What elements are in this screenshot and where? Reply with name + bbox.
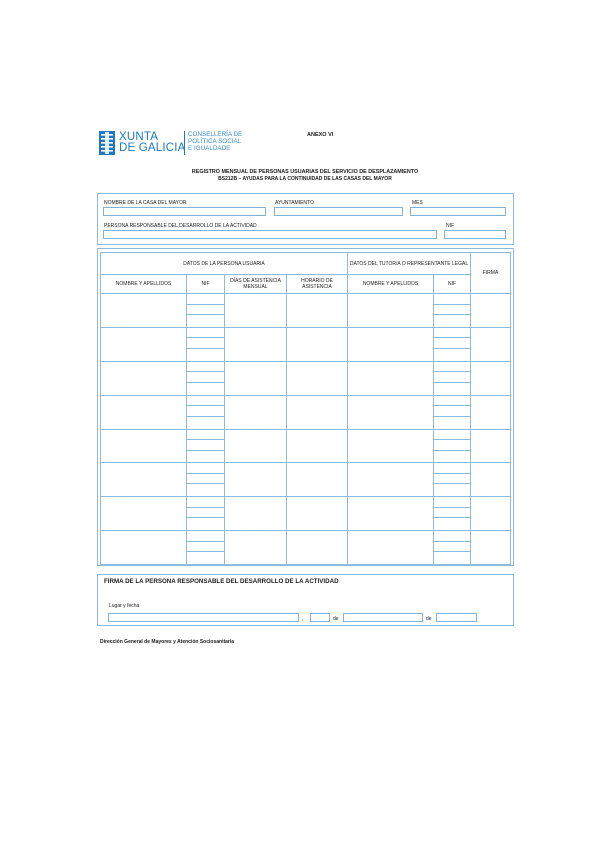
- logo-divider: [184, 131, 185, 155]
- row-nif-cell[interactable]: [187, 395, 225, 429]
- table-row: [101, 294, 511, 328]
- firma-header: FIRMA: [471, 253, 511, 294]
- nif-subline[interactable]: [434, 383, 470, 394]
- row-horario-cell[interactable]: [287, 497, 348, 531]
- nif-subline[interactable]: [434, 417, 470, 428]
- logo-line-1: XUNTA: [119, 131, 159, 143]
- nif-subline[interactable]: [434, 497, 470, 508]
- nif-subline[interactable]: [187, 474, 224, 485]
- nif-subline[interactable]: [187, 552, 224, 563]
- group-tutor-header: DATOS DEL TUTOR/A O REPRESENTANTE LEGAL: [348, 253, 471, 275]
- nif-subline[interactable]: [187, 440, 224, 451]
- row-tutor-nombre-cell[interactable]: [348, 531, 434, 565]
- row-nombre-cell[interactable]: [101, 395, 187, 429]
- nif-subline[interactable]: [187, 406, 224, 417]
- dept-line-2: POLÍTICA SOCIAL: [188, 138, 242, 145]
- nif-subline[interactable]: [187, 518, 224, 529]
- nif-subline[interactable]: [187, 451, 224, 462]
- nif-subline[interactable]: [434, 451, 470, 462]
- nif-subline[interactable]: [434, 474, 470, 485]
- place-date-label: Lugar y fecha: [109, 603, 140, 609]
- row-tutor-nombre-cell[interactable]: [348, 294, 434, 328]
- row-tutor-nombre-cell[interactable]: [348, 429, 434, 463]
- col-horario-header: HORARIO DE ASISTENCIA: [287, 275, 348, 294]
- nif-subline[interactable]: [434, 531, 470, 542]
- logo-line-2: DE GALICIA: [119, 142, 186, 154]
- de-label-1: de: [333, 616, 339, 622]
- annex-label: ANEXO VI: [307, 132, 334, 138]
- row-horario-cell[interactable]: [287, 395, 348, 429]
- mes-field[interactable]: [410, 207, 506, 216]
- signature-title: FIRMA DE LA PERSONA RESPONSABLE DEL DESARROLLO DE LA ACTIVIDAD: [104, 578, 339, 585]
- row-nif-cell[interactable]: [187, 429, 225, 463]
- row-nombre-cell[interactable]: [101, 531, 187, 565]
- row-nif-cell[interactable]: [187, 327, 225, 361]
- dept-line-1: CONSELLERÍA DE: [188, 131, 243, 138]
- row-tutor-nif-cell[interactable]: [434, 395, 471, 429]
- row-firma-cell[interactable]: [471, 395, 511, 429]
- row-nombre-cell[interactable]: [101, 327, 187, 361]
- nif-subline[interactable]: [434, 542, 470, 553]
- row-tutor-nif-cell[interactable]: [434, 463, 471, 497]
- row-tutor-nombre-cell[interactable]: [348, 327, 434, 361]
- row-tutor-nif-cell[interactable]: [434, 531, 471, 565]
- nif-subline[interactable]: [187, 338, 224, 349]
- nif-subline[interactable]: [434, 305, 470, 316]
- row-nif-cell[interactable]: [187, 497, 225, 531]
- row-firma-cell[interactable]: [471, 361, 511, 395]
- row-horario-cell[interactable]: [287, 531, 348, 565]
- nif-subline[interactable]: [434, 362, 470, 373]
- nif-subline[interactable]: [187, 542, 224, 553]
- nif-subline[interactable]: [187, 396, 224, 407]
- row-dias-cell[interactable]: [225, 395, 287, 429]
- row-tutor-nif-cell[interactable]: [434, 497, 471, 531]
- nif-subline[interactable]: [434, 440, 470, 451]
- nif-subline[interactable]: [434, 315, 470, 326]
- table-row: [101, 327, 511, 361]
- row-nombre-cell[interactable]: [101, 463, 187, 497]
- nif-subline[interactable]: [187, 294, 224, 305]
- nif-subline[interactable]: [187, 497, 224, 508]
- nif-subline[interactable]: [434, 372, 470, 383]
- row-dias-cell[interactable]: [225, 429, 287, 463]
- de-label-2: de: [426, 616, 432, 622]
- nif-subline[interactable]: [434, 294, 470, 305]
- comma-separator: ,: [302, 616, 304, 622]
- row-dias-cell[interactable]: [225, 531, 287, 565]
- row-nif-cell[interactable]: [187, 361, 225, 395]
- nif-subline[interactable]: [434, 484, 470, 495]
- ayuntamiento-field[interactable]: [274, 207, 403, 216]
- row-tutor-nif-cell[interactable]: [434, 361, 471, 395]
- responsable-label: PERSONA RESPONSABLE DEL DESARROLLO DE LA ACTIVIDAD: [104, 223, 257, 229]
- nif-subline[interactable]: [434, 430, 470, 441]
- nif-subline[interactable]: [187, 463, 224, 474]
- nif-subline[interactable]: [187, 484, 224, 495]
- nif-subline[interactable]: [187, 372, 224, 383]
- row-nombre-cell[interactable]: [101, 294, 187, 328]
- row-tutor-nombre-cell[interactable]: [348, 497, 434, 531]
- nombre-casa-field[interactable]: [103, 207, 266, 216]
- row-nif-cell[interactable]: [187, 463, 225, 497]
- footer-text: Dirección General de Mayores y Atención Sociosanitaria: [100, 639, 235, 645]
- nif-label: NIF: [446, 223, 455, 229]
- nif-subline[interactable]: [187, 362, 224, 373]
- row-firma-cell[interactable]: [471, 327, 511, 361]
- group-user-header: DATOS DE LA PERSONA USUARIA: [101, 253, 348, 275]
- nif-subline[interactable]: [434, 406, 470, 417]
- row-dias-cell[interactable]: [225, 463, 287, 497]
- col-dias-header: DÍAS DE ASISTENCIA MENSUAL: [225, 275, 287, 294]
- row-horario-cell[interactable]: [287, 294, 348, 328]
- row-tutor-nif-cell[interactable]: [434, 429, 471, 463]
- row-horario-cell[interactable]: [287, 361, 348, 395]
- nif-subline[interactable]: [434, 518, 470, 529]
- row-firma-cell[interactable]: [471, 429, 511, 463]
- nif-field[interactable]: [444, 230, 506, 239]
- row-horario-cell[interactable]: [287, 463, 348, 497]
- row-dias-cell[interactable]: [225, 327, 287, 361]
- month-field[interactable]: [343, 613, 423, 622]
- nif-subline[interactable]: [187, 305, 224, 316]
- document-title: REGISTRO MENSUAL DE PERSONAS USUARIAS DEL SERVICIO DE DESPLAZAMIENTO: [191, 169, 419, 175]
- xunta-logo: [99, 131, 249, 157]
- row-tutor-nif-cell[interactable]: [434, 327, 471, 361]
- dept-line-3: E IGUALDADE: [188, 145, 231, 152]
- row-firma-cell[interactable]: [471, 531, 511, 565]
- row-tutor-nombre-cell[interactable]: [348, 361, 434, 395]
- row-tutor-nombre-cell[interactable]: [348, 463, 434, 497]
- row-tutor-nombre-cell[interactable]: [348, 395, 434, 429]
- responsable-field[interactable]: [103, 230, 437, 239]
- col-tutor-nombre-header: NOMBRE Y APELLIDOS: [348, 275, 434, 294]
- table-row: [101, 395, 511, 429]
- nif-subline[interactable]: [187, 349, 224, 360]
- nif-subline[interactable]: [434, 349, 470, 360]
- row-nombre-cell[interactable]: [101, 361, 187, 395]
- table-row: [101, 361, 511, 395]
- col-nombre-header: NOMBRE Y APELLIDOS: [101, 275, 187, 294]
- nombre-casa-label: NOMBRE DE LA CASA DEL MAYOR: [104, 200, 187, 206]
- col-nif-header: NIF: [187, 275, 225, 294]
- nif-subline[interactable]: [187, 508, 224, 519]
- table-row: [101, 497, 511, 531]
- place-field[interactable]: [108, 613, 299, 622]
- row-nombre-cell[interactable]: [101, 429, 187, 463]
- nif-subline[interactable]: [187, 417, 224, 428]
- table-row: [101, 463, 511, 497]
- nif-subline[interactable]: [187, 430, 224, 441]
- nif-subline[interactable]: [434, 328, 470, 339]
- nif-subline[interactable]: [434, 552, 470, 563]
- table-body: [101, 294, 511, 565]
- row-firma-cell[interactable]: [471, 463, 511, 497]
- nif-subline[interactable]: [434, 463, 470, 474]
- table-row: [101, 531, 511, 565]
- document-subtitle: BS212B – AYUDAS PARA LA CONTINUIDAD DE LAS CASAS DEL MAYOR: [218, 176, 392, 182]
- nif-subline[interactable]: [187, 328, 224, 339]
- nif-subline[interactable]: [434, 396, 470, 407]
- row-dias-cell[interactable]: [225, 497, 287, 531]
- ayuntamiento-label: AYUNTAMIENTO: [275, 200, 314, 206]
- nif-subline[interactable]: [187, 383, 224, 394]
- day-field[interactable]: [310, 613, 330, 622]
- row-firma-cell[interactable]: [471, 294, 511, 328]
- nif-subline[interactable]: [434, 508, 470, 519]
- table-row: [101, 429, 511, 463]
- mes-label: MES: [412, 200, 423, 206]
- row-dias-cell[interactable]: [225, 294, 287, 328]
- row-tutor-nif-cell[interactable]: [434, 294, 471, 328]
- row-horario-cell[interactable]: [287, 429, 348, 463]
- row-firma-cell[interactable]: [471, 497, 511, 531]
- nif-subline[interactable]: [187, 531, 224, 542]
- xunta-emblem-icon: [99, 131, 115, 155]
- row-nombre-cell[interactable]: [101, 497, 187, 531]
- row-nif-cell[interactable]: [187, 294, 225, 328]
- attendance-table: [100, 252, 511, 565]
- nif-subline[interactable]: [434, 338, 470, 349]
- nif-subline[interactable]: [187, 315, 224, 326]
- row-dias-cell[interactable]: [225, 361, 287, 395]
- year-field[interactable]: [436, 613, 477, 622]
- row-nif-cell[interactable]: [187, 531, 225, 565]
- col-tutor-nif-header: NIF: [434, 275, 471, 294]
- row-horario-cell[interactable]: [287, 327, 348, 361]
